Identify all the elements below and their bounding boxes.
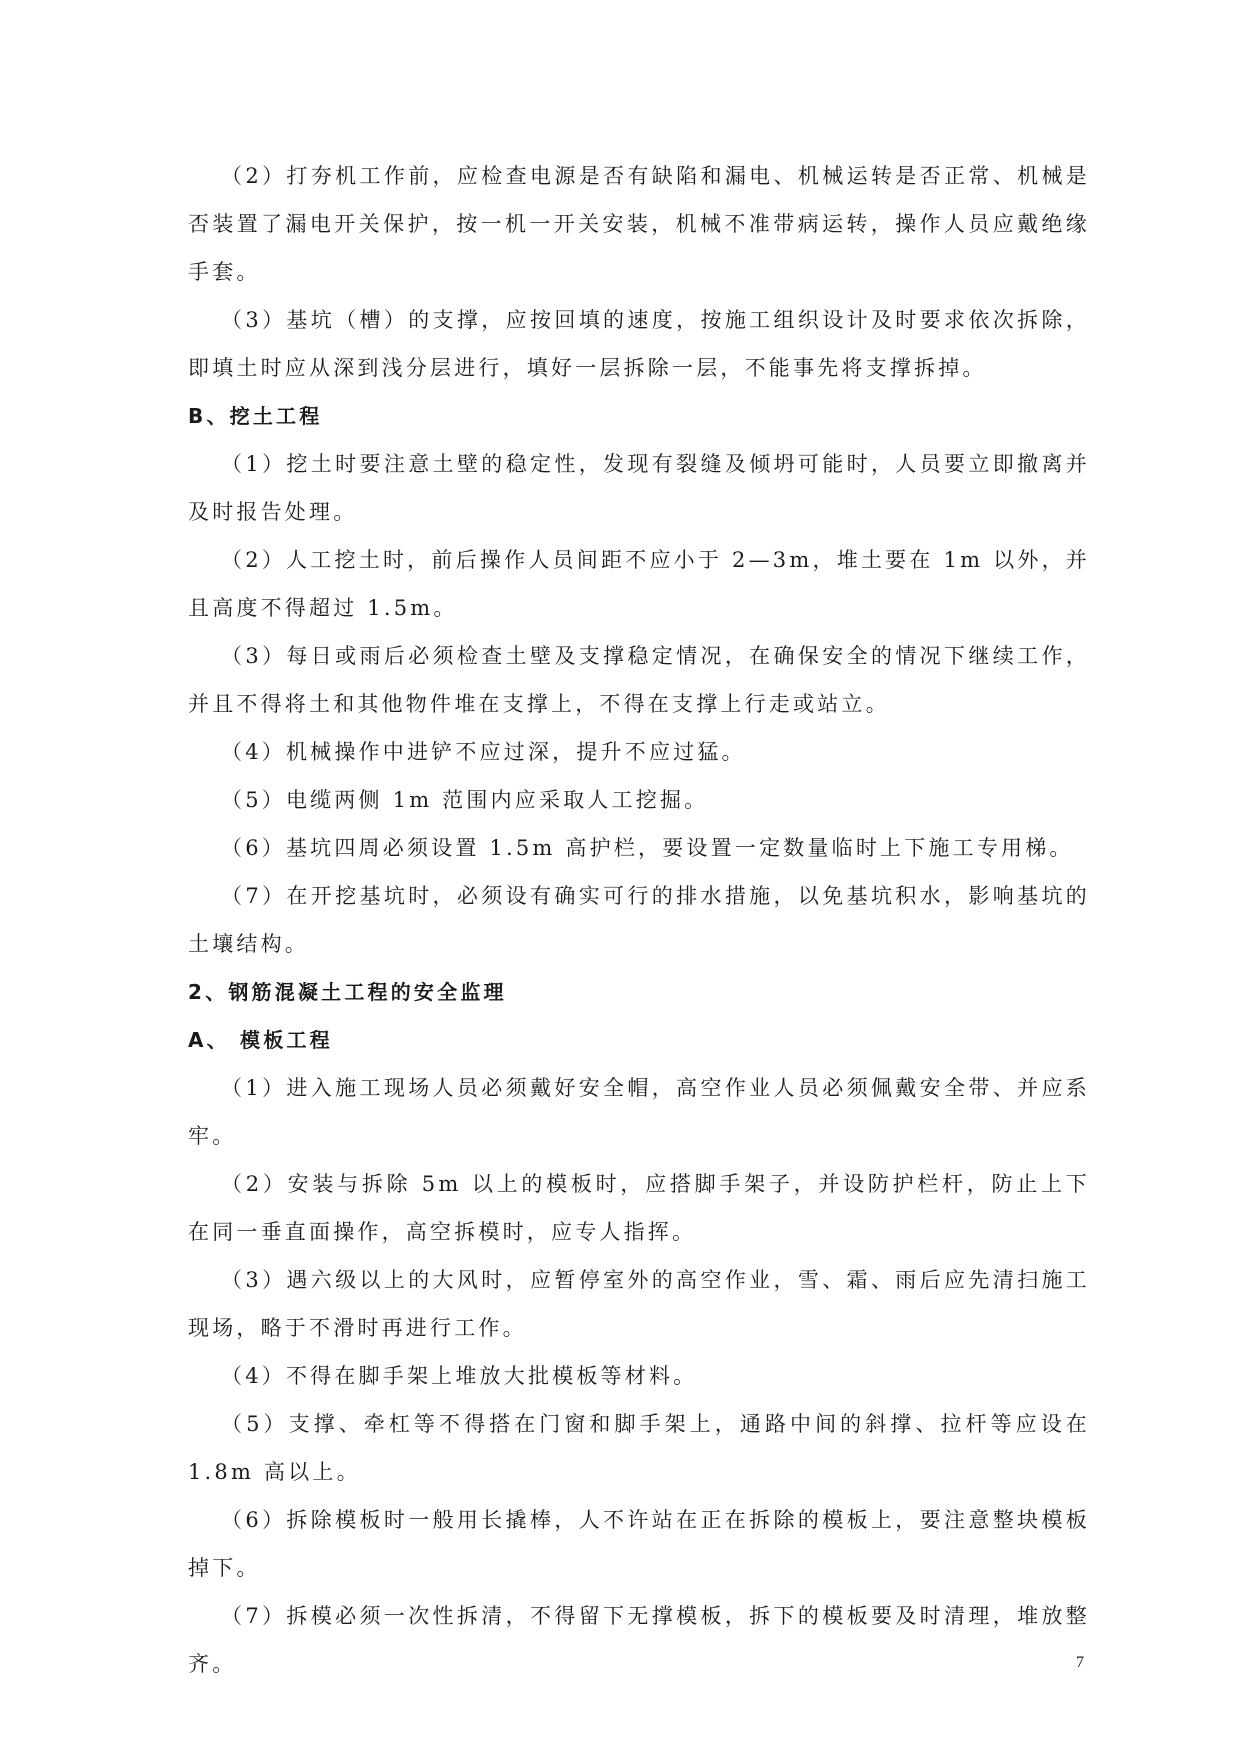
paragraph: （3）遇六级以上的大风时，应暂停室外的高空作业，雪、霜、雨后应先清扫施工现场，略于不滑时再进行工作。 xyxy=(188,1268,1090,1340)
paragraph: （2）打夯机工作前，应检查电源是否有缺陷和漏电、机械运转是否正常、机械是否装置了漏电开关保护，按一机一开关安装，机械不准带病运转，操作人员应戴绝缘手套。 xyxy=(188,164,1090,284)
paragraph: （6）拆除模板时一般用长撬棒，人不许站在正在拆除的模板上，要注意整块模板掉下。 xyxy=(188,1508,1090,1580)
paragraph: （1）进入施工现场人员必须戴好安全帽，高空作业人员必须佩戴安全带、并应系牢。 xyxy=(188,1076,1090,1148)
subsection-heading: A、 模板工程 xyxy=(188,1028,333,1052)
page-number: 7 xyxy=(1076,1654,1084,1671)
paragraph: （5）电缆两侧 1m 范围内应采取人工挖掘。 xyxy=(221,788,709,812)
paragraph: （3）基坑（槽）的支撑，应按回填的速度，按施工组织设计及时要求依次拆除，即填土时应从深到浅分层进行，填好一层拆除一层，不能事先将支撑拆掉。 xyxy=(188,308,1090,380)
section-heading: B、挖土工程 xyxy=(188,404,323,428)
paragraph: （7）拆模必须一次性拆清，不得留下无撑模板，拆下的模板要及时清理，堆放整齐。 xyxy=(188,1604,1090,1676)
paragraph: （4）机械操作中进铲不应过深，提升不应过猛。 xyxy=(221,740,746,764)
paragraph: （1）挖土时要注意土壁的稳定性，发现有裂缝及倾坍可能时，人员要立即撤离并及时报告处理。 xyxy=(188,452,1090,524)
paragraph: （2）安装与拆除 5m 以上的模板时，应搭脚手架子，并设防护栏杆，防止上下在同一垂直面操作，高空拆模时，应专人指挥。 xyxy=(188,1172,1090,1244)
paragraph: （5）支撑、牵杠等不得搭在门窗和脚手架上，通路中间的斜撑、拉杆等应设在 1.8m 高以上。 xyxy=(188,1412,1090,1484)
paragraph: （3）每日或雨后必须检查土壁及支撑稳定情况，在确保安全的情况下继续工作，并且不得将土和其他物件堆在支撑上，不得在支撑上行走或站立。 xyxy=(188,644,1090,716)
paragraph: （6）基坑四周必须设置 1.5m 高护栏，要设置一定数量临时上下施工专用梯。 xyxy=(221,836,1074,860)
section-heading: 2、钢筋混凝土工程的安全监理 xyxy=(188,980,507,1004)
paragraph: （2）人工挖土时，前后操作人员间距不应小于 2—3m，堆土要在 1m 以外，并且高度不得超过 1.5m。 xyxy=(188,548,1090,620)
document-body xyxy=(188,152,1090,1688)
paragraph: （7）在开挖基坑时，必须设有确实可行的排水措施，以免基坑积水，影响基坑的土壤结构。 xyxy=(188,884,1090,956)
paragraph: （4）不得在脚手架上堆放大批模板等材料。 xyxy=(221,1364,698,1388)
